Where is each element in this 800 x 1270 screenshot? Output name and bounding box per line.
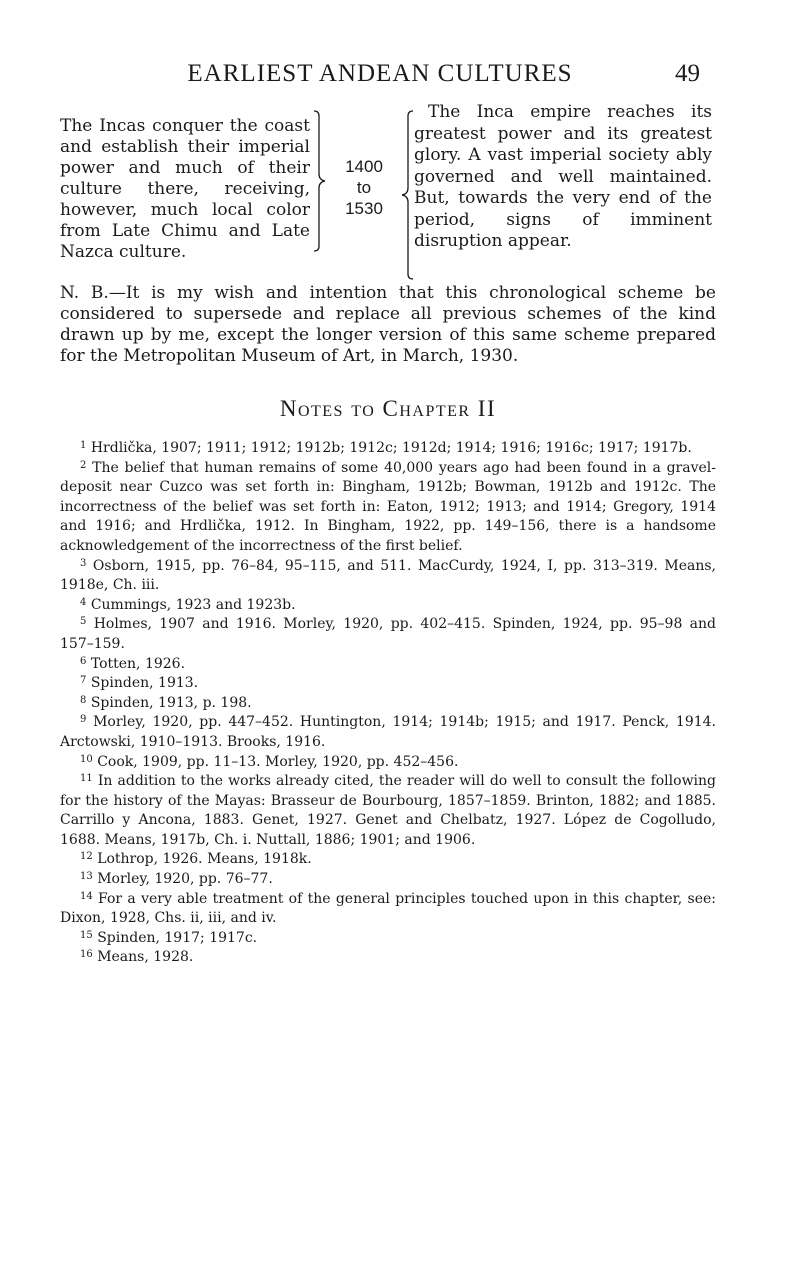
- note-item: [60, 948, 716, 968]
- note-number: 12: [80, 851, 93, 863]
- note-text: Totten, 1926.: [90, 655, 186, 672]
- note-item: [60, 850, 716, 870]
- note-number: 15: [80, 929, 93, 941]
- note-item: [60, 753, 716, 773]
- note-number: 6: [80, 655, 87, 667]
- note-item: [60, 929, 716, 949]
- note-text: Morley, 1920, pp. 447–452. Huntington, 1914; 1914b; 1915; and 1917. Penck, 1914. Arctowski, 1910–1913. Brooks, 1916.: [60, 714, 716, 750]
- note-number: 5: [80, 616, 87, 628]
- nota-bene-text: N. B.—It is my wish and intention that this chronological scheme be considered to supersede and replace all previous schemes of the kind drawn up by me, except the longer version of this same scheme prepared for the Metropolitan Museum of Art, in March, 1930.: [60, 283, 716, 366]
- note-text: The belief that human remains of some 40,000 years ago had been found in a gravel-deposit near Cuzco was set forth in: Bingham, 1912b; Bowman, 1912b and 1912c. The incorrectness of the belief was set forth in: Eaton, 1912; 1913; and 1914; Gregory, 1914 and 1916; and Hrdlička, 1912. In Bingham, 1922, pp. 149–156, there is a handsome acknowledgement of the incorrectness of the first belief.: [60, 459, 717, 554]
- running-title: EARLIEST ANDEAN CULTURES: [187, 60, 573, 87]
- coast-text: The Incas conquer the coast and establish their imperial power and much of their culture there, receiving, however, much local color from Late Chimu and Late Nazca culture.: [60, 116, 310, 262]
- note-text: For a very able treatment of the general principles touched upon in this chapter, see: Dixon, 1928, Chs. ii, iii, and iv.: [60, 890, 716, 927]
- date-range: [336, 156, 392, 219]
- note-text: Morley, 1920, pp. 76–77.: [97, 871, 273, 888]
- note-number: 10: [80, 753, 93, 765]
- note-number: 9: [80, 714, 87, 726]
- note-text: Spinden, 1913, p. 198.: [90, 694, 252, 711]
- note-item: [60, 655, 716, 675]
- note-text: Osborn, 1915, pp. 76–84, 95–115, and 511. MacCurdy, 1924, I, pp. 313–319. Means, 1918e, Ch. iii.: [60, 557, 716, 594]
- note-number: 11: [80, 773, 93, 785]
- note-item: [60, 459, 716, 557]
- note-text: Cummings, 1923 and 1923b.: [90, 596, 296, 613]
- date-end: 1530: [345, 199, 383, 218]
- note-text: Holmes, 1907 and 1916. Morley, 1920, pp. 402–415. Spinden, 1924, pp. 95–98 and 157–159.: [60, 616, 716, 652]
- note-text: Spinden, 1917; 1917c.: [97, 929, 258, 946]
- note-number: 16: [80, 949, 93, 961]
- note-item: [60, 870, 716, 890]
- running-head: [60, 58, 700, 94]
- coast-column: [60, 116, 310, 263]
- left-brace: [313, 110, 329, 252]
- date-start: 1400: [345, 157, 383, 176]
- note-item: [60, 694, 716, 714]
- chronology-period: [60, 96, 712, 266]
- note-number: 8: [80, 694, 87, 706]
- page-number: 49: [675, 60, 700, 87]
- note-number: 14: [80, 890, 93, 902]
- note-item: [60, 557, 716, 596]
- notes-list: [60, 439, 716, 968]
- note-text: Spinden, 1913.: [90, 675, 199, 692]
- note-text: Hrdlička, 1907; 1911; 1912; 1912b; 1912c; 1912d; 1914; 1916; 1916c; 1917; 1917b.: [90, 440, 692, 456]
- notes-heading: Notes to Chapter II: [279, 396, 497, 421]
- note-text: In addition to the works already cited, the reader will do well to consult the following for the history of the Mayas: Brasseur de Bourbourg, 1857–1859. Brinton, 1882; and 1885. Carrillo y Ancona, 1883. Genet, 1927. Genet and Chelbatz, 1927. López de Cogolludo, 1688. Means, 1917b, Ch. i. Nuttall, 1886; 1901; and 1906.: [60, 773, 717, 848]
- note-number: 13: [80, 871, 93, 883]
- note-item: [60, 439, 716, 459]
- note-number: 1: [80, 440, 87, 451]
- note-number: 4: [80, 596, 87, 608]
- note-text: Lothrop, 1926. Means, 1918k.: [97, 851, 312, 868]
- highland-text: The Inca empire reaches its greatest power and its greatest glory. A vast imperial society ably governed and well maintained. But, towards the very end of the period, signs of imminent disruption appear.: [414, 102, 712, 251]
- note-item: [60, 713, 716, 752]
- right-brace: [400, 110, 414, 280]
- note-number: 7: [80, 675, 87, 687]
- date-to: to: [356, 178, 372, 197]
- note-item: [60, 674, 716, 694]
- note-number: 3: [80, 557, 87, 569]
- note-text: Means, 1928.: [97, 949, 194, 966]
- note-number: 2: [80, 459, 87, 471]
- note-text: Cook, 1909, pp. 11–13. Morley, 1920, pp. 452–456.: [97, 753, 459, 770]
- note-item: [60, 596, 716, 616]
- note-item: [60, 615, 716, 654]
- note-item: [60, 890, 716, 929]
- highland-column: [414, 102, 712, 253]
- nota-bene: [60, 283, 716, 367]
- note-item: [60, 772, 716, 850]
